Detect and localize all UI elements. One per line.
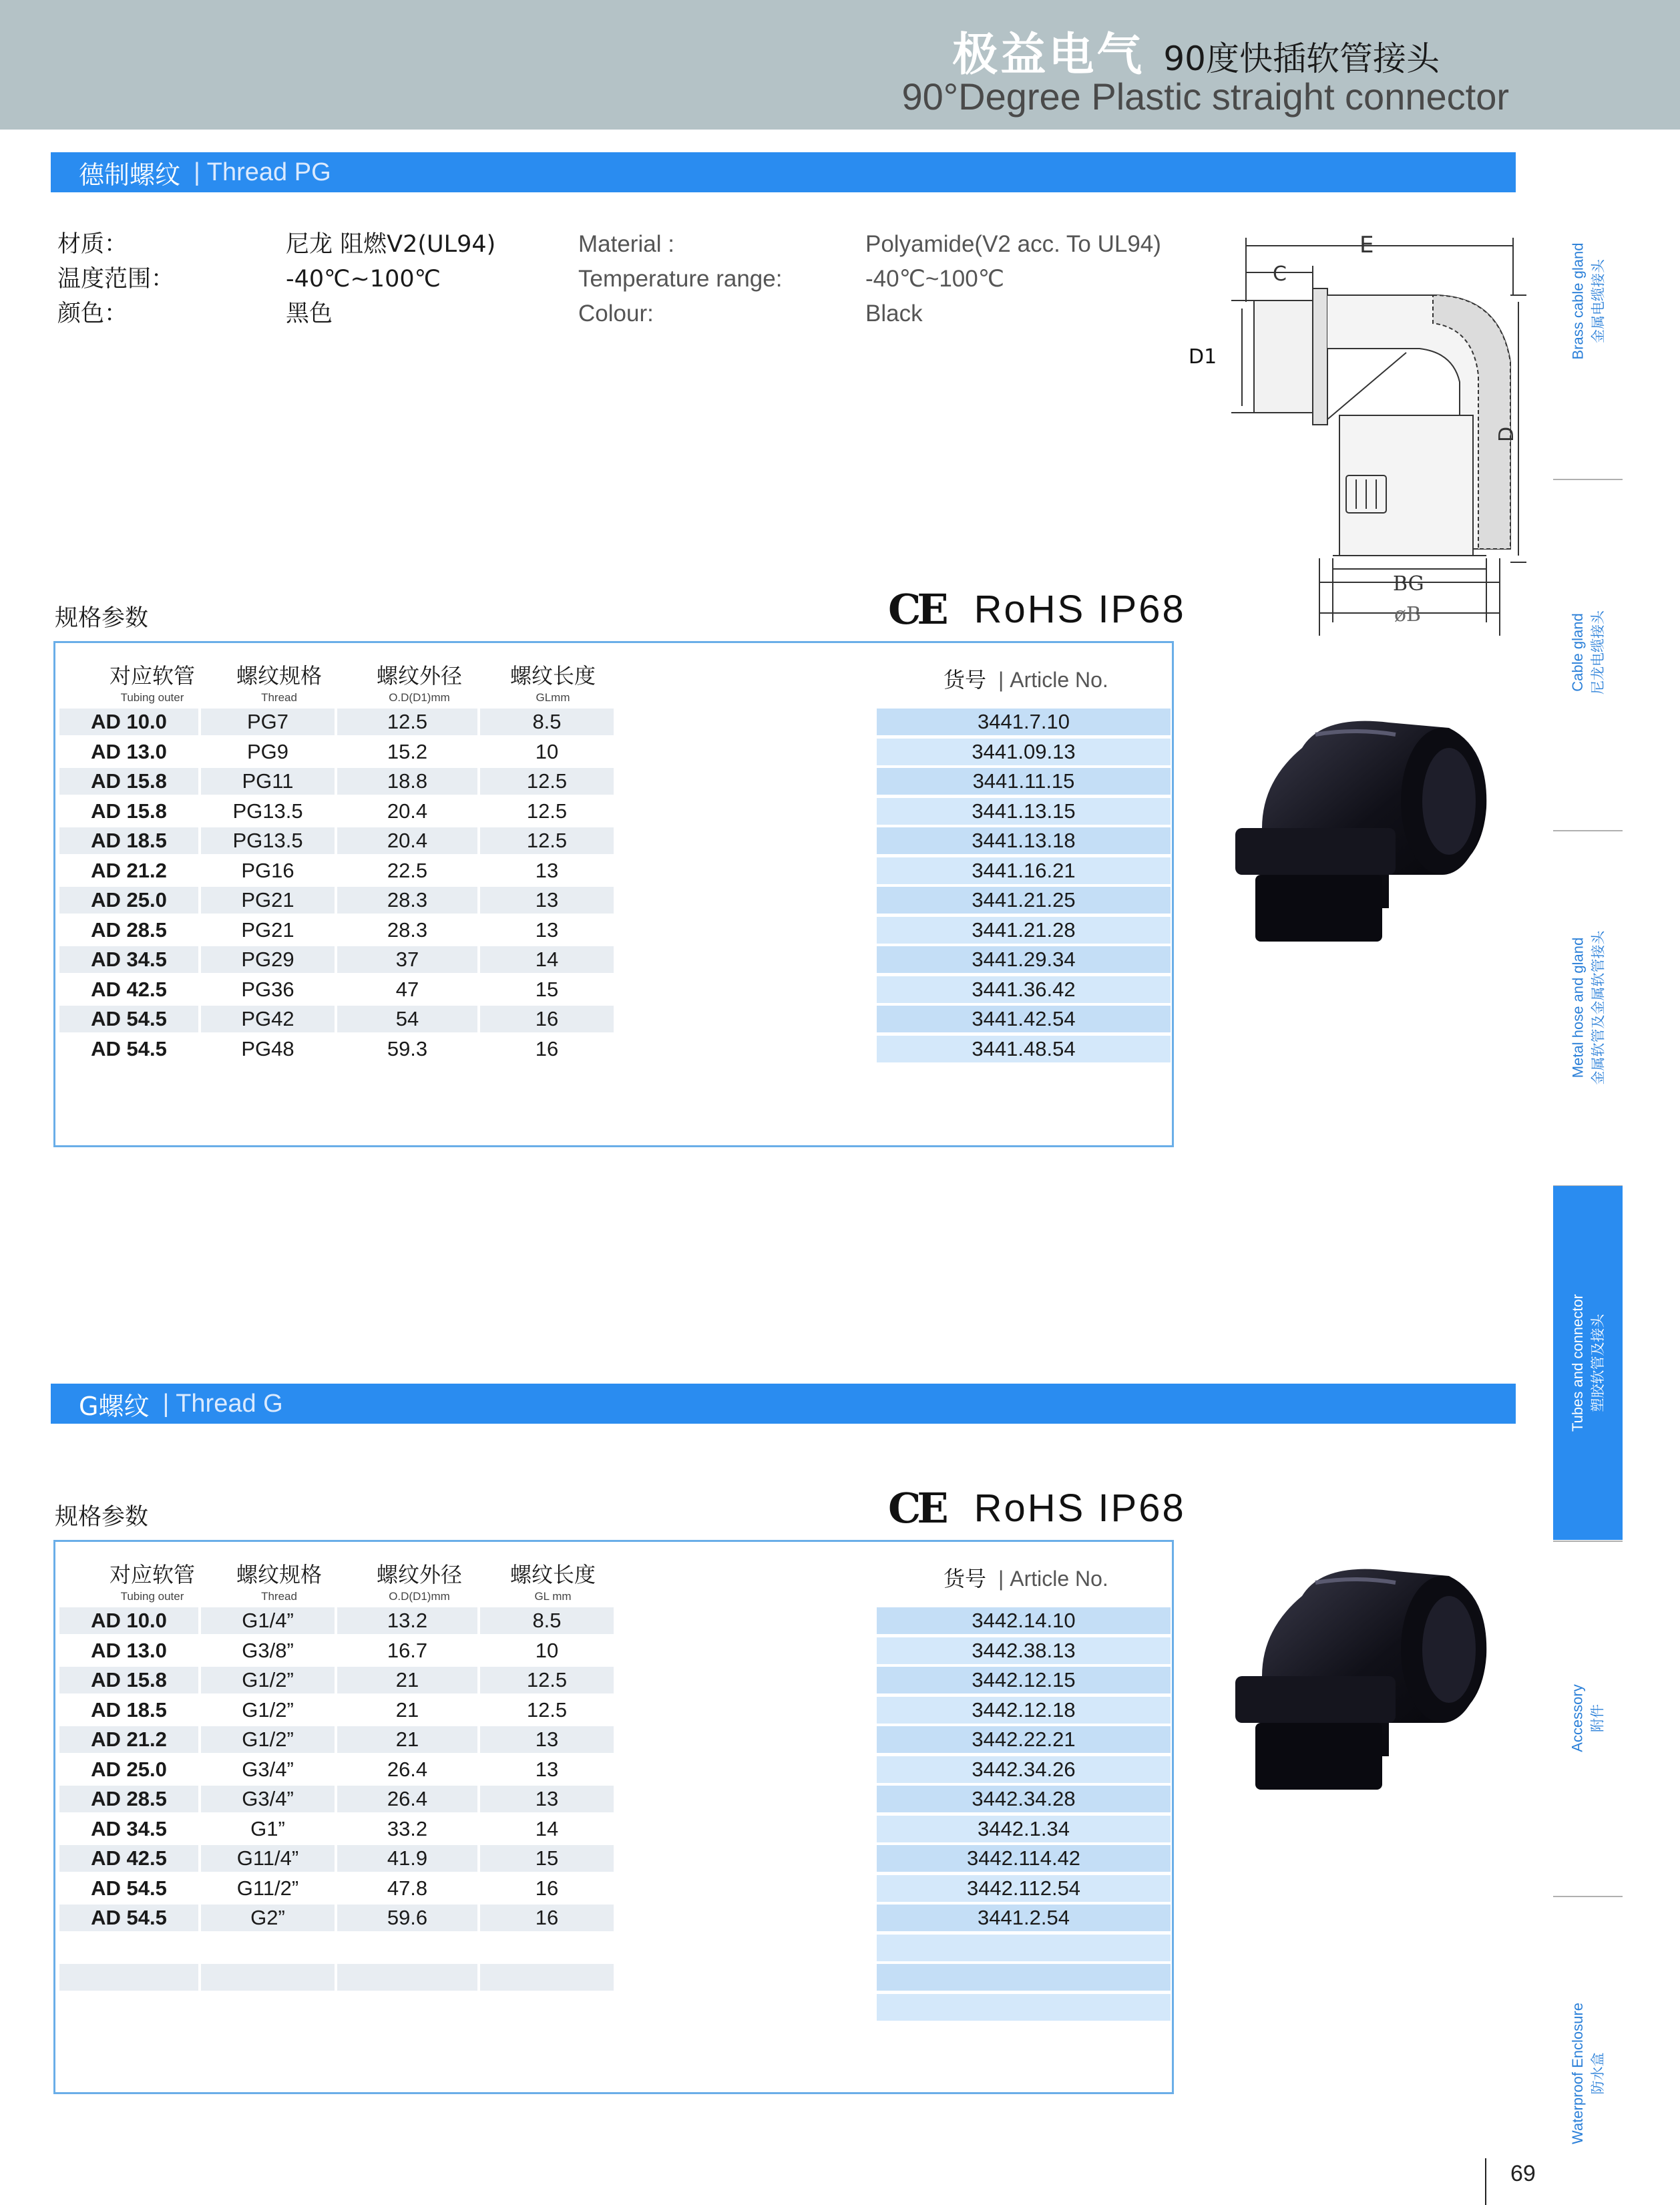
dim-label-d1: D1 bbox=[1189, 345, 1217, 369]
sidebar-item-label-en: Accessory bbox=[1568, 1684, 1586, 1752]
table-row bbox=[55, 885, 1172, 916]
sidebar-item-label bbox=[1568, 1684, 1608, 1752]
sidebar-item[interactable] bbox=[1553, 1541, 1623, 1895]
cell-tubing: AD 15.8 bbox=[59, 768, 198, 795]
cell-thread: G11/2” bbox=[236, 1876, 299, 1900]
table-row bbox=[55, 1665, 1172, 1695]
cell-od: 26.4 bbox=[337, 1786, 477, 1812]
cell-thread: G1/4” bbox=[201, 1607, 335, 1634]
sidebar-item-label-en: Cable gland bbox=[1569, 613, 1586, 692]
material-value-cn: 尼龙 阻燃V2(UL94) bbox=[286, 231, 496, 258]
cell-article: 3442.34.28 bbox=[877, 1786, 1171, 1812]
table-body-pg bbox=[55, 707, 1172, 1064]
section-bar-thread-g bbox=[51, 1384, 1516, 1424]
col-thread-en: Thread bbox=[261, 1590, 297, 1603]
cell-thread: PG11 bbox=[201, 768, 335, 795]
cell-gl: 14 bbox=[480, 946, 614, 973]
dim-label-c: C bbox=[1273, 262, 1287, 286]
spec-table-g bbox=[53, 1540, 1174, 2094]
section-label-en: | Thread G bbox=[162, 1389, 283, 1418]
table-row bbox=[55, 1606, 1172, 1636]
rohs-ip68-label: RoHS IP68 bbox=[974, 1486, 1186, 1530]
cell-gl: 13 bbox=[480, 1786, 614, 1812]
cell-tubing: AD 18.5 bbox=[59, 827, 198, 854]
cell-thread: PG9 bbox=[246, 739, 289, 763]
cell-tubing: AD 15.8 bbox=[91, 799, 167, 823]
sidebar-item-label-en: Metal hose and gland bbox=[1569, 937, 1586, 1078]
cell-thread bbox=[201, 1964, 335, 1991]
sidebar-item-label bbox=[1568, 1294, 1608, 1432]
table-row bbox=[55, 1755, 1172, 1785]
dimension-drawing bbox=[1179, 222, 1526, 636]
col-od-cn: 螺纹外径 bbox=[376, 663, 462, 688]
cell-tubing: AD 10.0 bbox=[59, 1607, 198, 1634]
table-row bbox=[55, 916, 1172, 946]
cell-tubing: AD 54.5 bbox=[91, 1036, 167, 1060]
col-tubing-cn: 对应软管 bbox=[109, 663, 195, 688]
table-row bbox=[55, 767, 1172, 797]
cell-thread: PG21 bbox=[201, 887, 335, 914]
table-row bbox=[55, 826, 1172, 856]
colour-value-en: Black bbox=[865, 300, 923, 327]
cell-article bbox=[877, 1994, 1171, 2021]
table-row bbox=[55, 1814, 1172, 1844]
col-tubing bbox=[82, 659, 222, 705]
cell-article: 3442.1.34 bbox=[877, 1816, 1171, 1842]
cell-od: 33.2 bbox=[387, 1816, 428, 1840]
cell-gl: 16 bbox=[535, 1036, 559, 1060]
col-od-en: O.D(D1)mm bbox=[389, 691, 450, 704]
cell-od: 15.2 bbox=[387, 739, 428, 763]
col-thread-cn: 螺纹规格 bbox=[236, 663, 322, 688]
table-row bbox=[55, 945, 1172, 975]
cell-article: 3441.21.25 bbox=[877, 887, 1171, 914]
page-header bbox=[0, 0, 1680, 130]
sidebar-item-label-en: Tubes and connector bbox=[1569, 1294, 1586, 1432]
cell-article: 3441.36.42 bbox=[877, 976, 1171, 1003]
cell-gl: 14 bbox=[535, 1816, 559, 1840]
page-number: 69 bbox=[1510, 2161, 1536, 2186]
col-gl bbox=[496, 659, 610, 705]
cell-article: 3441.42.54 bbox=[877, 1006, 1171, 1032]
cell-gl: 12.5 bbox=[480, 1667, 614, 1693]
table-row bbox=[55, 797, 1172, 827]
cell-thread: G1/2” bbox=[201, 1726, 335, 1753]
col-tubing-cn: 对应软管 bbox=[109, 1562, 195, 1587]
cell-od: 47 bbox=[395, 977, 419, 1001]
cell-tubing: AD 25.0 bbox=[91, 1757, 167, 1781]
cell-od: 13.2 bbox=[337, 1607, 477, 1634]
cell-article: 3442.14.10 bbox=[877, 1607, 1171, 1634]
cell-tubing: AD 10.0 bbox=[59, 709, 198, 735]
cell-tubing: AD 25.0 bbox=[59, 887, 198, 914]
cell-tubing bbox=[59, 1935, 198, 1961]
cell-od: 16.7 bbox=[387, 1638, 428, 1662]
cell-gl: 8.5 bbox=[480, 709, 614, 735]
sidebar-item-label-en: Waterproof Enclosure bbox=[1569, 2003, 1587, 2144]
cell-article: 3442.12.15 bbox=[877, 1667, 1171, 1693]
cell-article: 3441.2.54 bbox=[877, 1905, 1171, 1931]
dim-label-e: E bbox=[1359, 232, 1374, 258]
table-header bbox=[55, 1542, 1172, 1606]
cell-thread: PG13.5 bbox=[201, 827, 335, 854]
temperature-value-cn: -40℃~100℃ bbox=[286, 266, 441, 292]
col-od bbox=[363, 659, 476, 705]
sidebar-item-label-cn: 金属软管及金属软管接头 bbox=[1590, 930, 1606, 1085]
spec-title-pg: 规格参数 bbox=[55, 605, 149, 632]
dim-label-b: øB bbox=[1394, 603, 1422, 626]
sidebar-item[interactable] bbox=[1553, 1896, 1623, 2205]
table-row bbox=[55, 1004, 1172, 1034]
cell-thread: PG36 bbox=[241, 977, 294, 1001]
cell-tubing: AD 13.0 bbox=[91, 1638, 167, 1662]
cell-tubing: AD 21.2 bbox=[91, 858, 167, 882]
table-row bbox=[55, 1933, 1172, 1963]
cell-thread: G1/2” bbox=[242, 1697, 294, 1722]
rohs-ip68-label: RoHS IP68 bbox=[974, 588, 1186, 631]
brand-name: 极益电气 bbox=[952, 29, 1145, 81]
cell-thread: G3/4” bbox=[201, 1786, 335, 1812]
cell-od: 21 bbox=[337, 1726, 477, 1753]
temperature-value-en: -40℃~100℃ bbox=[865, 266, 1005, 292]
cell-od: 21 bbox=[395, 1697, 419, 1722]
page-number-divider bbox=[1485, 2158, 1486, 2205]
spec-table-pg bbox=[53, 641, 1174, 1147]
cell-article: 3442.22.21 bbox=[877, 1726, 1171, 1753]
cell-article: 3441.7.10 bbox=[877, 709, 1171, 735]
table-row bbox=[55, 1844, 1172, 1874]
col-article-cn: 货号 bbox=[943, 1566, 987, 1591]
col-od bbox=[363, 1558, 476, 1603]
section-label-en: | Thread PG bbox=[194, 158, 331, 186]
table-row bbox=[55, 1784, 1172, 1814]
cell-gl: 13 bbox=[535, 1757, 559, 1781]
colour-value-cn: 黑色 bbox=[286, 300, 333, 327]
sidebar-item-label-cn: 附件 bbox=[1589, 1704, 1606, 1733]
cell-thread: G3/4” bbox=[242, 1757, 294, 1781]
product-photo-elbow bbox=[1222, 1556, 1502, 1796]
product-photo-elbow bbox=[1222, 708, 1502, 948]
cell-thread: G3/8” bbox=[242, 1638, 294, 1662]
cell-gl: 16 bbox=[480, 1006, 614, 1032]
col-thread bbox=[222, 1558, 336, 1603]
col-article-cn: 货号 bbox=[943, 667, 987, 692]
sidebar-item-label-en: Brass cable gland bbox=[1569, 242, 1587, 360]
cell-thread: PG16 bbox=[241, 858, 294, 882]
sidebar-item-label-cn: 尼龙电缆接头 bbox=[1590, 610, 1606, 694]
cell-od: 47.8 bbox=[387, 1876, 428, 1900]
sidebar-item[interactable] bbox=[1553, 124, 1623, 478]
cell-article: 3442.38.13 bbox=[877, 1637, 1171, 1664]
cell-article: 3441.11.15 bbox=[877, 768, 1171, 795]
cell-article: 3442.34.26 bbox=[877, 1756, 1171, 1783]
cell-od: 41.9 bbox=[337, 1845, 477, 1872]
cell-thread: G1/2” bbox=[201, 1667, 335, 1693]
section-label-cn: 德制螺纹 bbox=[79, 160, 181, 190]
cell-tubing bbox=[59, 1994, 198, 2021]
ce-mark: CE bbox=[888, 585, 945, 634]
cell-thread: PG42 bbox=[201, 1006, 335, 1032]
col-tubing bbox=[82, 1558, 222, 1603]
ce-mark: CE bbox=[888, 1484, 945, 1533]
cell-tubing: AD 54.5 bbox=[59, 1905, 198, 1931]
cell-thread: G1” bbox=[250, 1816, 285, 1840]
table-row bbox=[55, 856, 1172, 886]
material-en-values bbox=[865, 227, 1161, 331]
cell-gl: 12.5 bbox=[480, 768, 614, 795]
cell-gl: 13 bbox=[480, 1726, 614, 1753]
cell-tubing: AD 34.5 bbox=[59, 946, 198, 973]
cell-od bbox=[337, 1935, 477, 1961]
cell-article: 3441.13.18 bbox=[877, 827, 1171, 854]
page-title: 90°Degree Plastic straight connector bbox=[901, 75, 1509, 118]
col-od-en: O.D(D1)mm bbox=[389, 1590, 450, 1603]
cell-gl: 13 bbox=[480, 887, 614, 914]
dim-label-d: D bbox=[1495, 426, 1518, 442]
cell-thread bbox=[201, 1935, 335, 1961]
table-row bbox=[55, 1874, 1172, 1904]
col-gl-en: GLmm bbox=[536, 691, 570, 704]
cell-gl bbox=[480, 1935, 614, 1961]
cell-od: 28.3 bbox=[337, 887, 477, 914]
cell-gl: 8.5 bbox=[480, 1607, 614, 1634]
table-header bbox=[55, 643, 1172, 707]
cell-tubing: AD 21.2 bbox=[59, 1726, 198, 1753]
cell-od bbox=[337, 1994, 477, 2021]
cell-tubing: AD 28.5 bbox=[91, 918, 167, 942]
table-body-g bbox=[55, 1606, 1172, 2022]
material-en-labels bbox=[578, 227, 782, 331]
cell-gl: 12.5 bbox=[480, 827, 614, 854]
cell-gl: 15 bbox=[480, 1845, 614, 1872]
cell-thread bbox=[201, 1994, 335, 2021]
cell-od: 20.4 bbox=[387, 799, 428, 823]
sidebar-item[interactable] bbox=[1553, 1186, 1623, 1540]
cell-od: 37 bbox=[337, 946, 477, 973]
sidebar-item-label-cn: 防水盒 bbox=[1590, 2052, 1607, 2095]
cell-thread: G11/4” bbox=[201, 1845, 335, 1872]
sidebar-item-label-cn: 金属电缆接头 bbox=[1590, 259, 1607, 344]
cell-tubing: AD 54.5 bbox=[91, 1876, 167, 1900]
cell-gl bbox=[480, 1994, 614, 2021]
cell-article: 3441.16.21 bbox=[877, 857, 1171, 884]
sidebar-item[interactable] bbox=[1553, 831, 1623, 1185]
cell-tubing: AD 42.5 bbox=[59, 1845, 198, 1872]
brand-block bbox=[952, 19, 1440, 83]
cell-gl: 16 bbox=[535, 1876, 559, 1900]
cell-tubing: AD 18.5 bbox=[91, 1697, 167, 1722]
col-od-cn: 螺纹外径 bbox=[376, 1562, 462, 1587]
table-row bbox=[55, 1034, 1172, 1064]
cell-od: 22.5 bbox=[387, 858, 428, 882]
material-label-en: Material : bbox=[578, 231, 674, 257]
table-row bbox=[55, 1963, 1172, 1993]
col-gl-cn: 螺纹长度 bbox=[509, 1562, 596, 1587]
material-cn-labels bbox=[57, 227, 174, 331]
col-gl-cn: 螺纹长度 bbox=[509, 663, 596, 688]
sidebar-item-label bbox=[1568, 2003, 1608, 2144]
dim-label-bg: BG bbox=[1393, 572, 1424, 596]
cell-tubing: AD 15.8 bbox=[59, 1667, 198, 1693]
sidebar-item-label bbox=[1568, 931, 1608, 1085]
cell-article bbox=[877, 1935, 1171, 1961]
cell-od: 21 bbox=[337, 1667, 477, 1693]
cell-gl: 13 bbox=[535, 858, 559, 882]
col-article-en: | Article No. bbox=[998, 1567, 1108, 1591]
product-subtitle: 90度快插软管接头 bbox=[1163, 39, 1440, 78]
cell-article: 3441.13.15 bbox=[877, 798, 1171, 825]
cell-gl: 12.5 bbox=[526, 799, 568, 823]
cell-thread: G2” bbox=[201, 1905, 335, 1931]
cell-article: 3442.112.54 bbox=[877, 1875, 1171, 1902]
cell-od: 12.5 bbox=[337, 709, 477, 735]
cell-article bbox=[877, 1964, 1171, 1991]
table-row bbox=[55, 1725, 1172, 1755]
cell-article: 3442.114.42 bbox=[877, 1845, 1171, 1872]
cell-gl: 10 bbox=[535, 739, 559, 763]
cell-tubing: AD 42.5 bbox=[91, 977, 167, 1001]
cell-thread: PG48 bbox=[241, 1036, 294, 1060]
sidebar-item-label-cn: 塑胶软管及接头 bbox=[1590, 1314, 1606, 1412]
col-gl-en: GL mm bbox=[534, 1590, 572, 1603]
material-value-en: Polyamide(V2 acc. To UL94) bbox=[865, 231, 1161, 257]
cell-thread: PG29 bbox=[201, 946, 335, 973]
cell-gl: 16 bbox=[480, 1905, 614, 1931]
table-row bbox=[55, 1993, 1172, 2023]
col-thread bbox=[222, 659, 336, 705]
cell-thread: PG13.5 bbox=[232, 799, 303, 823]
material-cn-values bbox=[286, 227, 495, 331]
cell-tubing bbox=[59, 1964, 198, 1991]
certification-pg bbox=[888, 585, 1186, 634]
table-row bbox=[55, 975, 1172, 1005]
colour-label-cn: 颜色： bbox=[57, 300, 128, 327]
cell-od: 28.3 bbox=[387, 918, 428, 942]
table-row bbox=[55, 1695, 1172, 1726]
col-tubing-en: Tubing outer bbox=[120, 691, 184, 704]
col-article-en: | Article No. bbox=[998, 668, 1108, 692]
table-row bbox=[55, 737, 1172, 767]
sidebar-item-label bbox=[1568, 610, 1608, 694]
cell-od: 26.4 bbox=[387, 1757, 428, 1781]
sidebar-item-label bbox=[1568, 243, 1608, 360]
section-label-cn: G螺纹 bbox=[79, 1391, 150, 1421]
col-thread-en: Thread bbox=[261, 691, 297, 704]
cell-article: 3442.12.18 bbox=[877, 1697, 1171, 1724]
cell-od: 18.8 bbox=[337, 768, 477, 795]
cell-gl: 10 bbox=[535, 1638, 559, 1662]
temperature-label-cn: 温度范围： bbox=[57, 266, 175, 292]
cell-thread: PG21 bbox=[241, 918, 294, 942]
cell-od: 59.6 bbox=[337, 1905, 477, 1931]
cell-gl: 15 bbox=[535, 977, 559, 1001]
section-bar-thread-pg bbox=[51, 152, 1516, 192]
temperature-label-en: Temperature range: bbox=[578, 266, 783, 292]
col-gl bbox=[496, 1558, 610, 1603]
col-article bbox=[943, 663, 1108, 694]
cell-article: 3441.09.13 bbox=[877, 739, 1171, 765]
table-row bbox=[55, 1903, 1172, 1933]
cell-tubing: AD 28.5 bbox=[59, 1786, 198, 1812]
col-article bbox=[943, 1562, 1108, 1593]
cell-gl bbox=[480, 1964, 614, 1991]
col-tubing-en: Tubing outer bbox=[120, 1590, 184, 1603]
cell-tubing: AD 34.5 bbox=[91, 1816, 167, 1840]
cell-od: 54 bbox=[337, 1006, 477, 1032]
cell-thread: PG7 bbox=[201, 709, 335, 735]
col-thread-cn: 螺纹规格 bbox=[236, 1562, 322, 1587]
cell-od: 20.4 bbox=[337, 827, 477, 854]
cell-article: 3441.48.54 bbox=[877, 1036, 1171, 1062]
cell-gl: 12.5 bbox=[526, 1697, 568, 1722]
cell-od bbox=[337, 1964, 477, 1991]
cell-od: 59.3 bbox=[387, 1036, 428, 1060]
table-row bbox=[55, 707, 1172, 737]
colour-label-en: Colour: bbox=[578, 300, 654, 327]
spec-title-g: 规格参数 bbox=[55, 1504, 149, 1531]
cell-gl: 13 bbox=[535, 918, 559, 942]
cell-tubing: AD 54.5 bbox=[59, 1006, 198, 1032]
cell-tubing: AD 13.0 bbox=[91, 739, 167, 763]
cell-article: 3441.21.28 bbox=[877, 917, 1171, 944]
sidebar-item[interactable] bbox=[1553, 475, 1623, 829]
table-row bbox=[55, 1636, 1172, 1666]
cell-article: 3441.29.34 bbox=[877, 946, 1171, 973]
material-label-cn: 材质： bbox=[57, 231, 128, 258]
certification-g bbox=[888, 1484, 1186, 1533]
